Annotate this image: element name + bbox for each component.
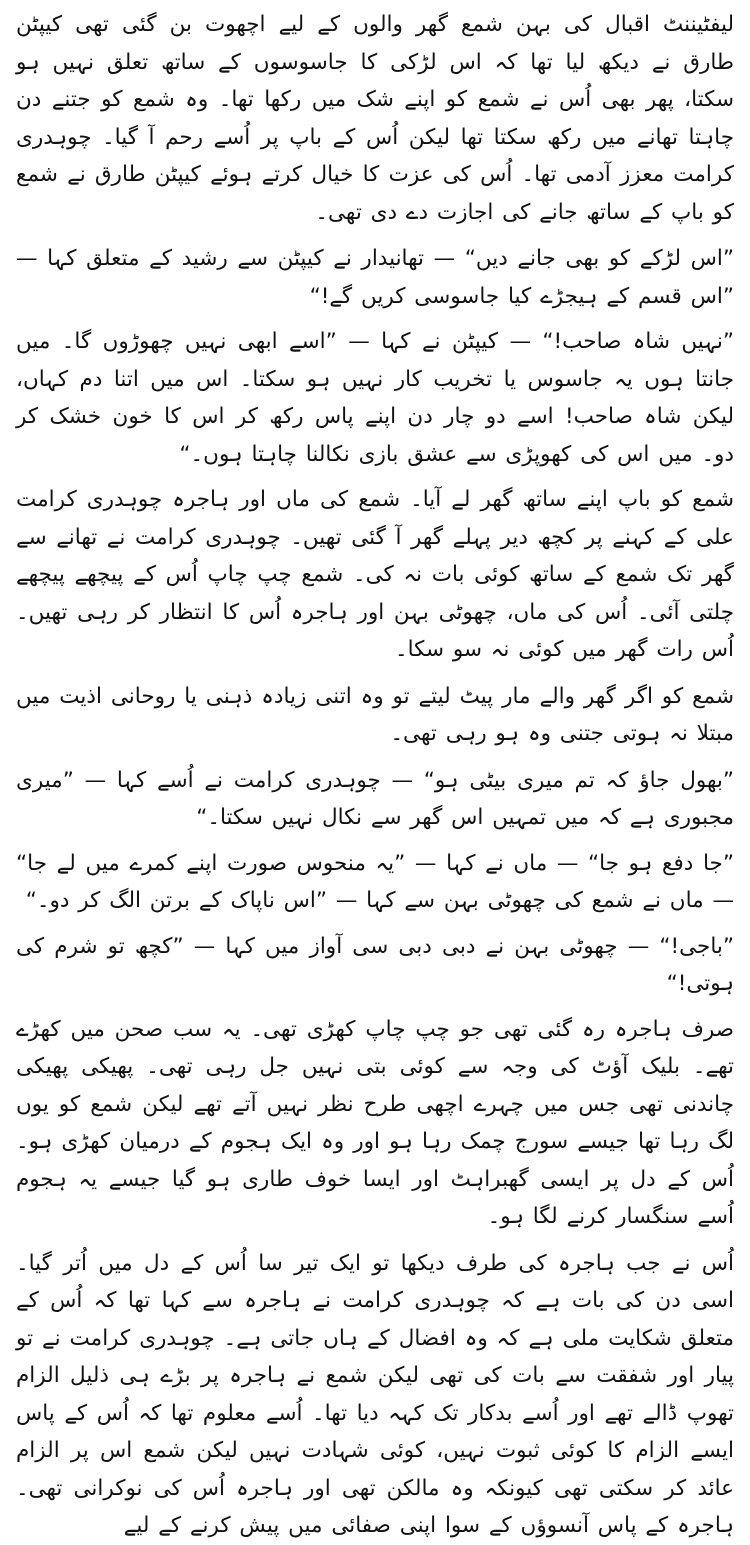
- narrative-paragraph: شمع کو باپ اپنے ساتھ گھر لے آیا۔ شمع کی ماں اور ہاجرہ چوہدری کرامت علی کے کہنے پر کچھ دیر پہلے گھر آ گئی تھیں۔ چوہدری کرامت نے تھانے سے گھر تک شمع کے ساتھ کوئی بات نہ کی۔ شمع چپ چاپ اُس کے پیچھے پیچھے چلتی آئی۔ اُس کی ماں، چھوٹی بہن اور ہاجرہ اُس کا انتظار کر رہی تھیں۔ اُس رات گھر میں کوئی نہ سو سکا۔: [16, 487, 734, 662]
- dialogue-paragraph: ”نہیں شاہ صاحب!“ — کیپٹن نے کہا — ”اسے ابھی نہیں چھوڑوں گا۔ میں جانتا ہوں یہ جاسوس یا تخریب کار نہیں ہو سکتا۔ اس میں اتنا دم کہاں، لیکن شاہ صاحب! اسے دو چار دن اپنے پاس رکھ کر اس کا خون خشک کر دو۔ میں اس کی کھوپڑی سے عشق بازی نکالنا چاہتا ہوں۔“: [16, 329, 734, 467]
- narrative-paragraph: لیفٹیننٹ اقبال کی بہن شمع گھر والوں کے لیے اچھوت بن گئی تھی کیپٹن طارق نے دیکھ لیا تھا کہ اس لڑکی کا جاسوسوں کے ساتھ تعلق نہیں ہو سکتا، پھر بھی اُس نے شمع کو اپنے شک میں رکھا تھا۔ وہ شمع کو جتنے دن چاہتا تھانے میں رکھ سکتا تھا لیکن اُس کے باپ پر اُسے رحم آ گیا۔ چوہدری کرامت معزز آدمی تھا۔ اُس کی عزت کا خیال کرتے ہوئے کیپٹن طارق نے شمع کو باپ کے ساتھ جانے کی اجازت دے دی تھی۔: [16, 12, 734, 225]
- dialogue-paragraph: ”اس لڑکے کو بھی جانے دیں“ — تھانیدار نے کیپٹن سے رشید کے متعلق کہا — ”اس قسم کے ہیجڑے کیا جاسوسی کریں گے!“: [16, 246, 734, 309]
- narrative-paragraph: صرف ہاجرہ رہ گئی تھی جو چپ چاپ کھڑی تھی۔ یہ سب صحن میں کھڑے تھے۔ بلیک آؤٹ کی وجہ سے کوئی بتی نہیں جل رہی تھی۔ پھیکی پھیکی چاندنی تھی جس میں چہرے اچھی طرح نظر نہیں آتے تھے لیکن شمع کو یوں لگ رہا تھا جیسے سورج چمک رہا ہو اور وہ ایک ہجوم کے درمیان کھڑی ہو۔ اُس کے دل پر ایسی گھبراہٹ اور ایسا خوف طاری ہو گیا جیسے یہ ہجوم اُسے سنگسار کرنے لگا ہو۔: [16, 1016, 734, 1229]
- narrative-paragraph: شمع کو اگر گھر والے مار پیٹ لیتے تو وہ اتنی زیادہ ذہنی یا روحانی اذیت میں مبتلا نہ ہوتی جتنی وہ ہو رہی تھی۔: [16, 683, 734, 746]
- dialogue-paragraph: ”بھول جاؤ کہ تم میری بیٹی ہو“ — چوہدری کرامت نے اُسے کہا — ”میری مجبوری ہے کہ میں تمہیں اس گھر سے نکال نہیں سکتا۔“: [16, 767, 734, 830]
- narrative-paragraph: اُس نے جب ہاجرہ کی طرف دیکھا تو ایک تیر سا اُس کے دل میں اُتر گیا۔ اسی دن کی بات ہے کہ چوہدری کرامت نے ہاجرہ سے کہا تھا کہ اُس کے متعلق شکایت ملی ہے کہ وہ افضال کے ہاں جاتی ہے۔ چوہدری کرامت نے تو پیار اور شفقت سے بات کی تھی لیکن شمع نے ہاجرہ پر بڑے ہی ذلیل الزام تھوپ ڈالے تھے اور اُسے بدکار تک کہہ دیا تھا۔ اُسے معلوم تھا کہ اُس کے پاس ایسے الزام کا کوئی ثبوت نہیں، کوئی شہادت نہیں لیکن شمع اس پر الزام عائد کر سکتی تھی کیونکہ وہ مالکن تھی اور ہاجرہ اُس کی نوکرانی تھی۔ ہاجرہ کے پاس آنسوؤں کے سوا اپنی صفائی میں پیش کرنے کے لیے: [16, 1250, 734, 1538]
- dialogue-paragraph: ”جا دفع ہو جا“ — ماں نے کہا — ”یہ منحوس صورت اپنے کمرے میں لے جا“ — ماں نے شمع کی چھوٹی بہن سے کہا — ”اس ناپاک کے برتن الگ کر دو۔“: [16, 850, 734, 913]
- dialogue-paragraph: ”باجی!“ — چھوٹی بہن نے دبی دبی سی آواز میں کہا — ”کچھ تو شرم کی ہوتی!“: [16, 933, 734, 996]
